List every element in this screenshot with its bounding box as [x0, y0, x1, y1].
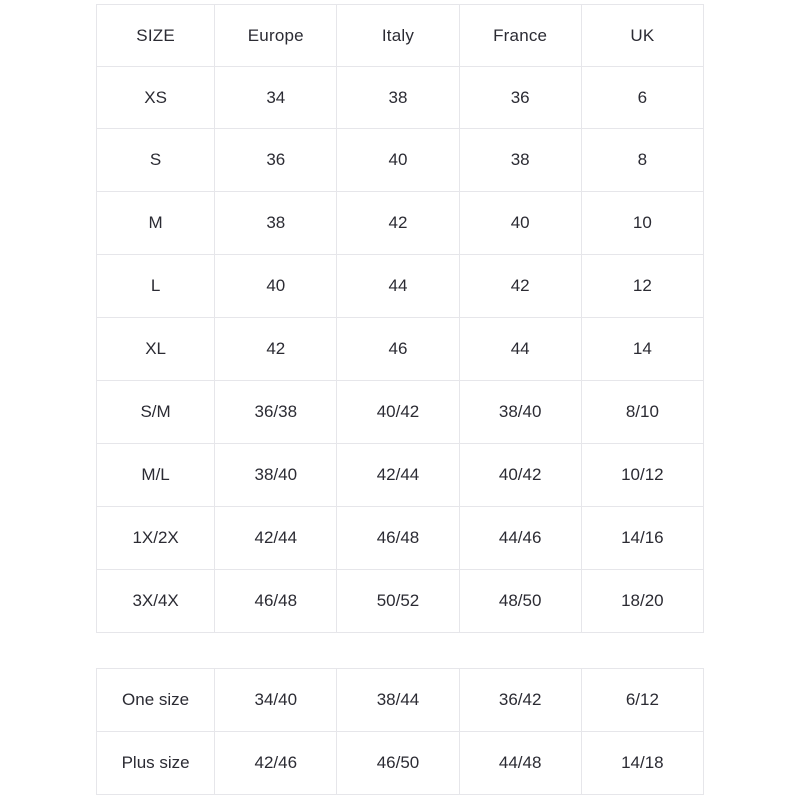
cell-italy: 42: [337, 192, 459, 255]
cell-france: 38: [459, 129, 581, 192]
cell-europe: 46/48: [215, 570, 337, 633]
row-label: S/M: [97, 381, 215, 444]
cell-europe: 38: [215, 192, 337, 255]
row-label: L: [97, 255, 215, 318]
cell-uk: 10/12: [581, 444, 703, 507]
column-header-italy: Italy: [337, 5, 459, 67]
table-row: [97, 255, 704, 318]
cell-europe: 42/44: [215, 507, 337, 570]
column-header-france: France: [459, 5, 581, 67]
cell-europe: 40: [215, 255, 337, 318]
cell-italy: 38/44: [337, 669, 459, 732]
column-header-size: SIZE: [97, 5, 215, 67]
cell-italy: 40: [337, 129, 459, 192]
cell-france: 36/42: [459, 669, 581, 732]
table-row: [97, 444, 704, 507]
cell-uk: 14/18: [581, 732, 703, 795]
column-header-europe: Europe: [215, 5, 337, 67]
cell-uk: 8: [581, 129, 703, 192]
cell-europe: 42/46: [215, 732, 337, 795]
row-label: 1X/2X: [97, 507, 215, 570]
cell-europe: 38/40: [215, 444, 337, 507]
column-header-uk: UK: [581, 5, 703, 67]
extra-size-table: [96, 668, 704, 795]
row-label-plus-size: Plus size: [97, 732, 215, 795]
cell-europe: 34/40: [215, 669, 337, 732]
table-row: [97, 507, 704, 570]
row-label: 3X/4X: [97, 570, 215, 633]
cell-uk: 14: [581, 318, 703, 381]
cell-europe: 42: [215, 318, 337, 381]
cell-europe: 36/38: [215, 381, 337, 444]
table-row: [97, 192, 704, 255]
cell-italy: 50/52: [337, 570, 459, 633]
cell-france: 44: [459, 318, 581, 381]
row-label: M/L: [97, 444, 215, 507]
cell-uk: 18/20: [581, 570, 703, 633]
main-size-table: [96, 4, 704, 633]
cell-france: 44/48: [459, 732, 581, 795]
cell-europe: 34: [215, 67, 337, 129]
cell-uk: 8/10: [581, 381, 703, 444]
main-size-table-container: [96, 4, 704, 633]
cell-italy: 42/44: [337, 444, 459, 507]
cell-italy: 44: [337, 255, 459, 318]
table-row: [97, 318, 704, 381]
cell-france: 44/46: [459, 507, 581, 570]
row-label: M: [97, 192, 215, 255]
cell-italy: 46/50: [337, 732, 459, 795]
cell-uk: 12: [581, 255, 703, 318]
cell-italy: 38: [337, 67, 459, 129]
row-label: XS: [97, 67, 215, 129]
table-header-row: [97, 5, 704, 67]
table-row: [97, 570, 704, 633]
cell-italy: 40/42: [337, 381, 459, 444]
cell-france: 48/50: [459, 570, 581, 633]
cell-europe: 36: [215, 129, 337, 192]
cell-france: 40/42: [459, 444, 581, 507]
cell-france: 40: [459, 192, 581, 255]
table-row: [97, 669, 704, 732]
cell-france: 38/40: [459, 381, 581, 444]
extra-size-table-container: [96, 668, 704, 795]
cell-uk: 6/12: [581, 669, 703, 732]
cell-italy: 46/48: [337, 507, 459, 570]
cell-italy: 46: [337, 318, 459, 381]
cell-uk: 10: [581, 192, 703, 255]
cell-uk: 6: [581, 67, 703, 129]
cell-france: 36: [459, 67, 581, 129]
cell-uk: 14/16: [581, 507, 703, 570]
row-label: XL: [97, 318, 215, 381]
row-label: S: [97, 129, 215, 192]
row-label-one-size: One size: [97, 669, 215, 732]
cell-france: 42: [459, 255, 581, 318]
table-row: [97, 129, 704, 192]
table-row: [97, 381, 704, 444]
table-row: [97, 732, 704, 795]
table-row: [97, 67, 704, 129]
